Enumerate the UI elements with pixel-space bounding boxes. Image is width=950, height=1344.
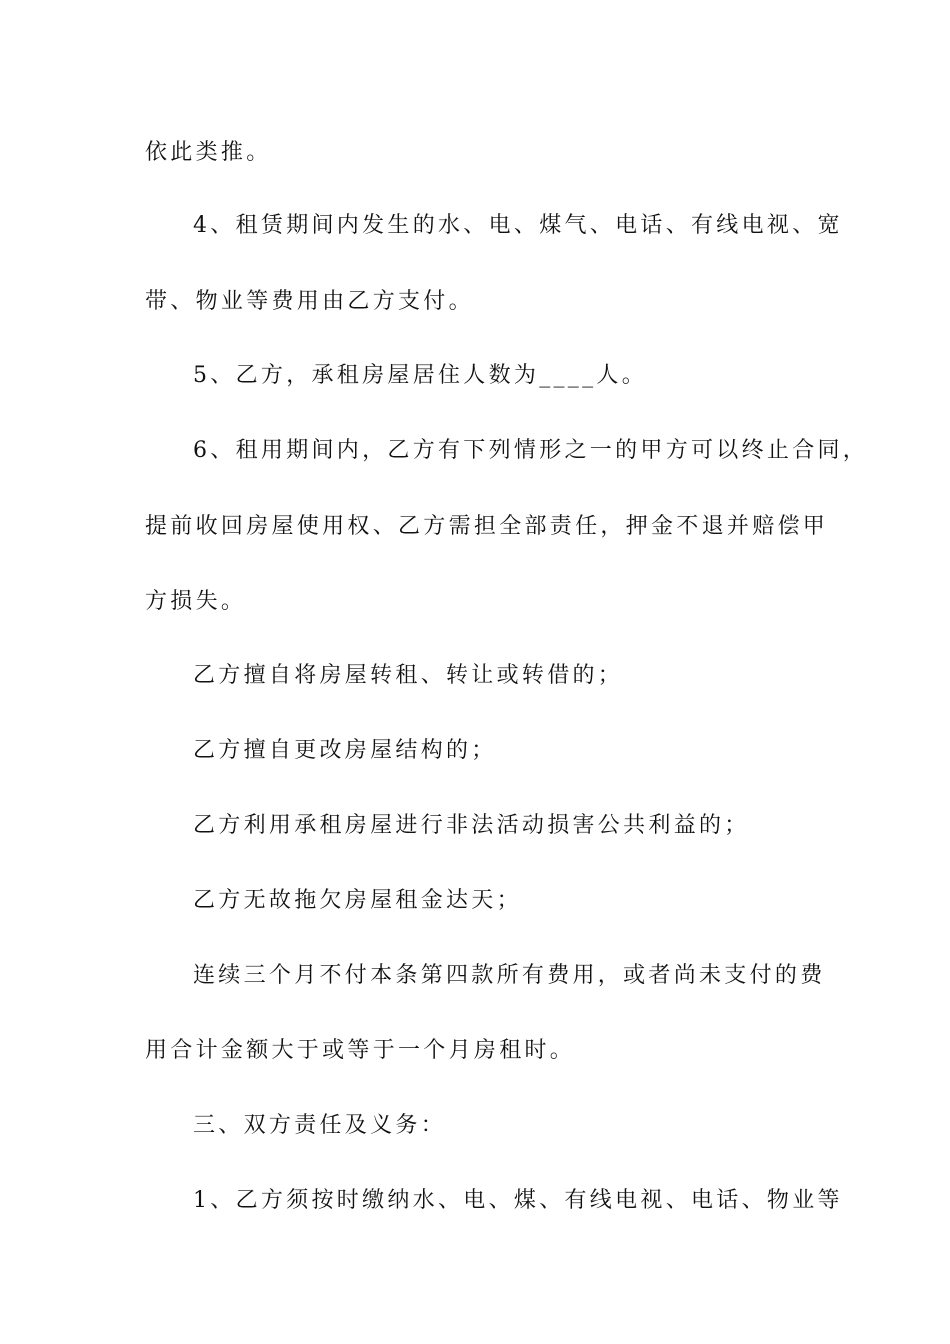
text-line: 4、租赁期间内发生的水、电、煤气、电话、有线电视、宽	[193, 213, 843, 238]
text-line: 方损失。	[145, 589, 247, 614]
text-line: 三、双方责任及义务：	[193, 1113, 447, 1138]
text-line: 乙方利用承租房屋进行非法活动损害公共利益的；	[193, 813, 750, 838]
text-line: 带、物业等费用由乙方支付。	[145, 289, 474, 314]
text-line: 连续三个月不付本条第四款所有费用，或者尚未支付的费	[193, 963, 826, 988]
text-line: 用合计金额大于或等于一个月房租时。	[145, 1038, 576, 1063]
text-line: 乙方擅自更改房屋结构的；	[193, 738, 497, 763]
text-line: 5、乙方，承租房屋居住人数为____人。	[193, 363, 647, 388]
text-line: 6、租用期间内，乙方有下列情形之一的甲方可以终止合同，	[193, 438, 869, 463]
text-line: 乙方擅自将房屋转租、转让或转借的；	[193, 663, 624, 688]
text-line: 依此类推。	[145, 140, 272, 165]
text-line: 1、乙方须按时缴纳水、电、煤、有线电视、电话、物业等	[193, 1188, 843, 1213]
text-line: 乙方无故拖欠房屋租金达天；	[193, 888, 522, 913]
text-line: 提前收回房屋使用权、乙方需担全部责任，押金不退并赔偿甲	[145, 514, 829, 539]
